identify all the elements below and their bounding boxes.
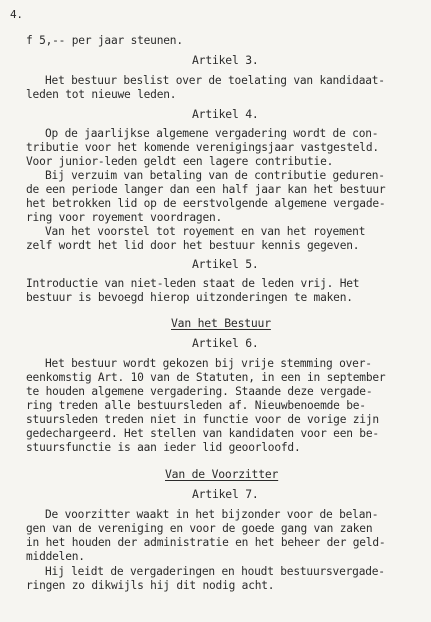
text-line: stuursleden treden niet in functie voor de vorige zijn <box>26 413 379 426</box>
text-line: Introductie van niet-leden staat de leden vrij. Het <box>26 277 360 290</box>
text-line: ringen zo dikwijls hij dit nodig acht. <box>26 579 275 592</box>
text-line: zelf wordt het lid door het bestuur kennis gegeven. <box>26 239 360 252</box>
page-number: 4. <box>10 8 23 21</box>
section-heading-voorzitter: Van de Voorzitter <box>165 467 279 481</box>
text-line: in het houden der administratie en het beheer der geld- <box>26 536 386 549</box>
text-line: Voor junior-leden geldt een lagere contributie. <box>26 155 334 168</box>
text-line: middelen. <box>26 550 85 563</box>
text-line: stuursfunctie is aan ieder lid geoorloofd. <box>26 441 301 454</box>
section-heading-bestuur: Van het Bestuur <box>171 316 271 330</box>
text-line: bestuur is bevoegd hierop uitzonderingen te maken. <box>26 291 353 304</box>
text-line: f 5,-- per jaar steunen. <box>26 34 183 47</box>
text-line: ring voor royement voordragen. <box>26 211 223 224</box>
article-heading-7: Artikel 7. <box>192 487 259 501</box>
article-heading-4: Artikel 4. <box>192 107 259 121</box>
text-line: te houden algemene vergadering. Staande deze vergade- <box>26 385 373 398</box>
text-line: het betrokken lid op de eerstvolgende algemene vergade- <box>26 197 386 210</box>
text-line: leden tot nieuwe leden. <box>26 88 177 101</box>
text-line: gedechargeerd. Het stellen van kandidaten voor een be- <box>26 427 379 440</box>
article-heading-6: Artikel 6. <box>192 336 259 350</box>
article-heading-3: Artikel 3. <box>192 53 259 67</box>
text-line: de een periode langer dan een half jaar kan het bestuur <box>26 183 386 196</box>
text-line: tributie voor het komende verenigingsjaar vastgesteld. <box>26 141 379 154</box>
text-line: Hij leidt de vergaderingen en houdt bestuursvergade- <box>45 565 385 578</box>
text-line: eenkomstig Art. 10 van de Statuten, in een in september <box>26 371 386 384</box>
text-line: Op de jaarlijkse algemene vergadering wordt de con- <box>45 127 379 140</box>
text-line: De voorzitter waakt in het bijzonder voor de belan- <box>45 508 379 521</box>
text-line: Van het voorstel tot royement en van het royement <box>45 225 366 238</box>
article-heading-5: Artikel 5. <box>192 257 259 271</box>
text-line: Het bestuur wordt gekozen bij vrije stemming over- <box>45 357 372 370</box>
text-line: gen van de vereniging en voor de goede gang van zaken <box>26 522 373 535</box>
text-line: ring treden alle bestuursleden af. Nieuwbenoemde be- <box>26 399 366 412</box>
text-line: Bij verzuim van betaling van de contributie geduren- <box>45 169 385 182</box>
text-line: Het bestuur beslist over de toelating van kandidaat- <box>45 74 385 87</box>
